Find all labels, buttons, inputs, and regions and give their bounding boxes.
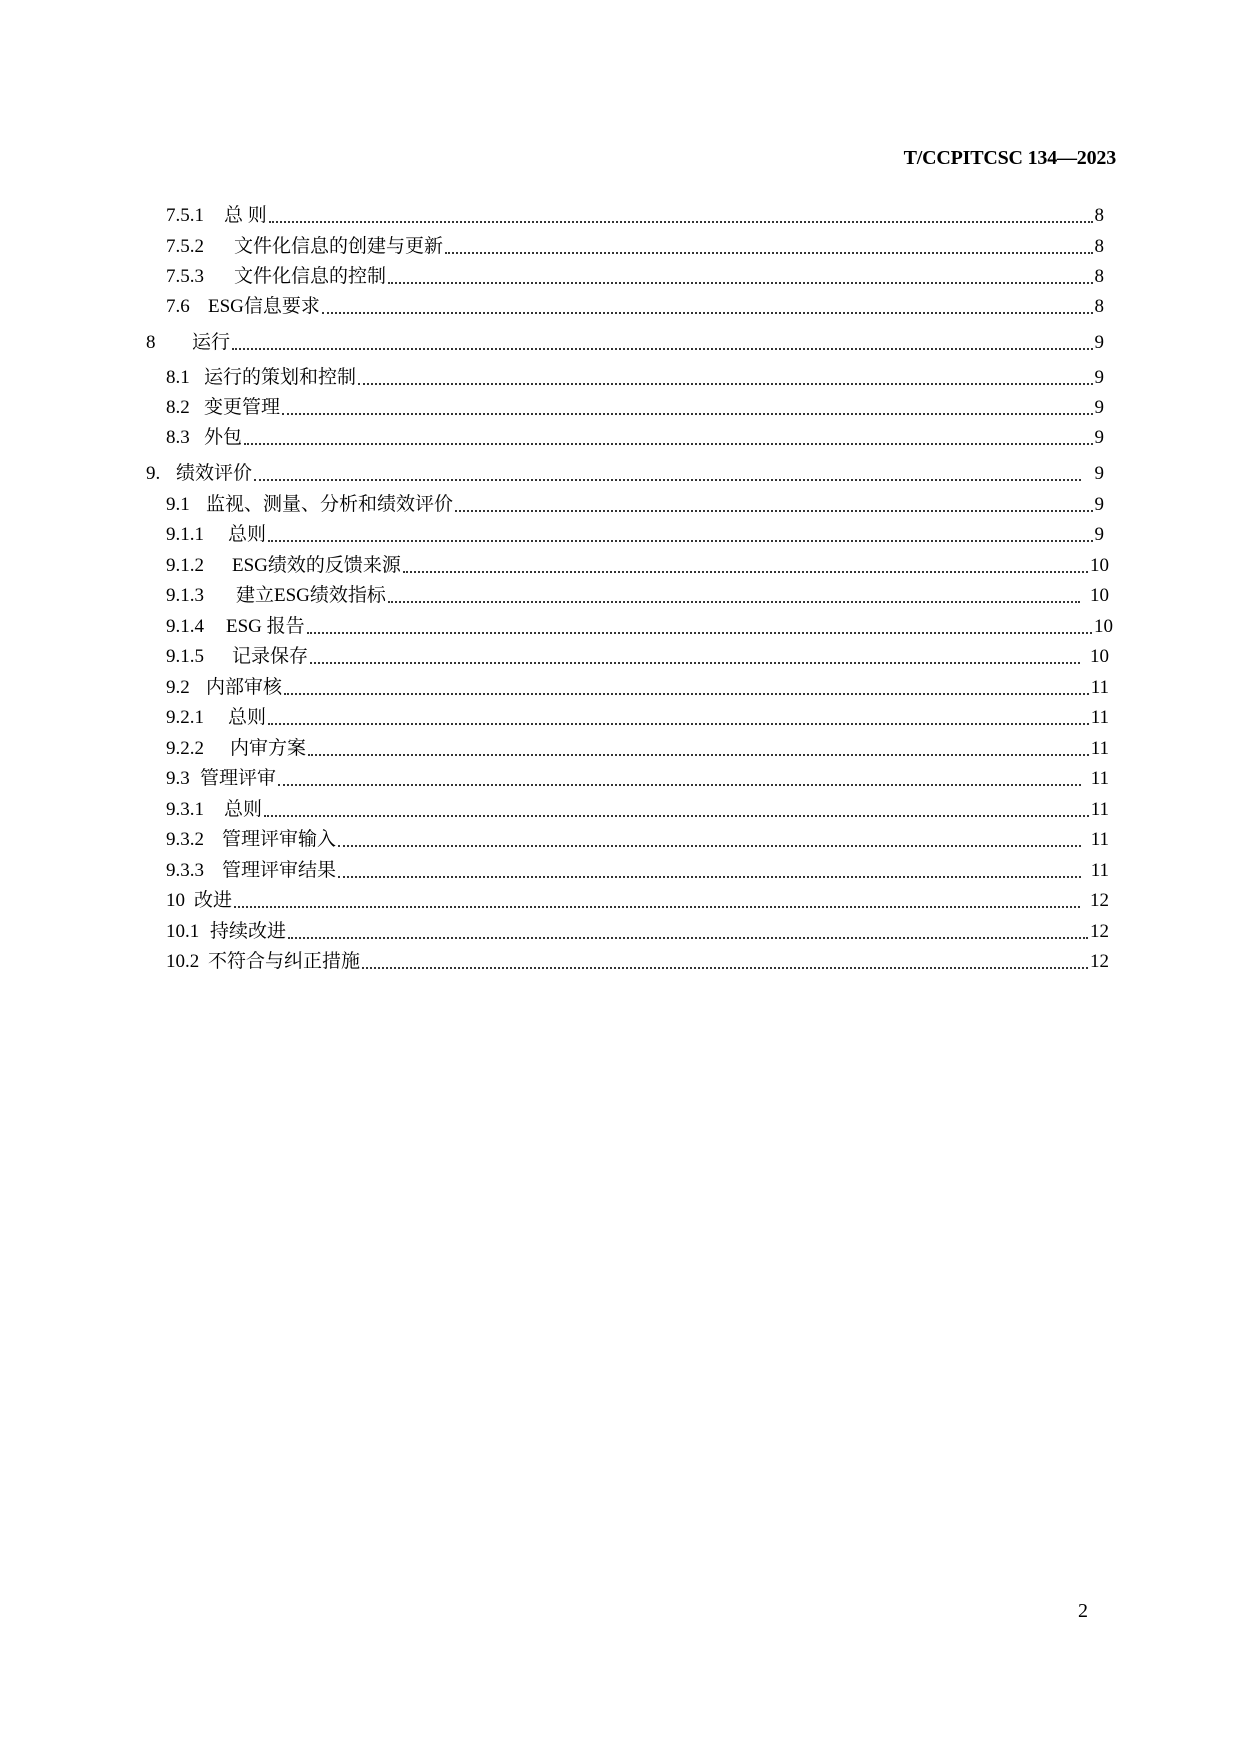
toc-entry-page: 9: [1094, 332, 1104, 353]
toc-entry-title: 总则: [224, 799, 263, 820]
toc-entry-number: 10.2: [166, 951, 200, 972]
toc-entry-number: 9.3.1: [166, 799, 204, 820]
toc-entry-title: 内审方案: [230, 738, 307, 759]
toc-entry-number: 9.2.2: [166, 738, 204, 759]
toc-entry-page: 9: [1094, 463, 1104, 484]
toc-entry[interactable]: [166, 676, 1109, 700]
toc-entry[interactable]: [166, 706, 1109, 730]
toc-entry-page: 10: [1090, 555, 1109, 576]
dot-leader: [307, 632, 1092, 634]
dot-leader: [269, 221, 1093, 223]
toc-entry[interactable]: [166, 767, 1109, 791]
page-number: 2: [1078, 1600, 1088, 1622]
toc-entry-page: 8: [1094, 236, 1104, 257]
toc-entry-title: 文件化信息的控制: [234, 266, 387, 287]
document-code: T/CCPITCSC 134—2023: [903, 147, 1116, 169]
toc-entry-page: 9: [1094, 427, 1104, 448]
toc-entry[interactable]: [166, 645, 1109, 669]
toc-entry[interactable]: [166, 366, 1104, 390]
toc-entry-page: 12: [1090, 890, 1109, 911]
dot-leader: [310, 662, 1080, 664]
toc-entry-title: 监视、测量、分析和绩效评价: [206, 494, 454, 515]
toc-entry-title: 总则: [228, 524, 267, 545]
toc-entry[interactable]: [166, 950, 1109, 974]
toc-entry[interactable]: [166, 204, 1104, 228]
toc-entry-page: 12: [1090, 921, 1109, 942]
toc-entry-title: ESG信息要求: [208, 296, 320, 317]
toc-entry-title: 总 则: [224, 205, 267, 226]
dot-leader: [445, 252, 1092, 254]
dot-leader: [234, 906, 1080, 908]
toc-entry-page: 9: [1094, 397, 1104, 418]
toc-entry[interactable]: [166, 584, 1109, 608]
toc-entry-page: 10: [1090, 646, 1109, 667]
toc-entry-number: 9.2.1: [166, 707, 204, 728]
toc-entry-number: 9.1.4: [166, 616, 204, 637]
toc-entry-title: 管理评审结果: [222, 860, 337, 881]
toc-entry-page: 11: [1090, 738, 1109, 759]
toc-entry-title: 变更管理: [204, 397, 281, 418]
dot-leader: [358, 383, 1092, 385]
toc-entry-page: 11: [1090, 768, 1109, 789]
toc-entry[interactable]: [146, 331, 1104, 355]
toc-entry-page: 8: [1094, 296, 1104, 317]
toc-entry-title: 持续改进: [210, 921, 287, 942]
toc-entry-number: 9.1: [166, 494, 190, 515]
toc-entry[interactable]: [166, 859, 1109, 883]
toc-entry-number: 7.5.2: [166, 236, 204, 257]
dot-leader: [284, 693, 1089, 695]
dot-leader: [288, 937, 1088, 939]
toc-entry[interactable]: [166, 523, 1104, 547]
toc-entry-title: 管理评审: [200, 768, 277, 789]
toc-entry-title: ESG绩效的反馈来源: [232, 555, 401, 576]
toc-entry-number: 9.3.3: [166, 860, 204, 881]
toc-entry[interactable]: [166, 396, 1104, 420]
toc-entry-page: 9: [1094, 367, 1104, 388]
toc-entry-number: 9.: [146, 463, 161, 484]
toc-entry-title: 文件化信息的创建与更新: [234, 236, 444, 257]
toc-entry-title: ESG 报告: [226, 616, 305, 637]
toc-entry-title: 管理评审输入: [222, 829, 337, 850]
toc-entry-page: 12: [1090, 951, 1109, 972]
dot-leader: [282, 413, 1092, 415]
dot-leader: [264, 815, 1089, 817]
toc-entry-number: 10: [166, 890, 185, 911]
toc-entry-title: 总则: [228, 707, 267, 728]
toc-entry-number: 9.1.2: [166, 555, 204, 576]
toc-entry-title: 绩效评价: [176, 463, 253, 484]
toc-entry[interactable]: [166, 554, 1109, 578]
toc-entry-title: 建立ESG绩效指标: [236, 585, 386, 606]
toc-entry-number: 8: [146, 332, 156, 353]
dot-leader: [388, 282, 1092, 284]
toc-entry-number: 8.2: [166, 397, 190, 418]
toc-entry-title: 运行: [192, 332, 231, 353]
dot-leader: [268, 723, 1089, 725]
dot-leader: [244, 443, 1092, 445]
toc-entry-number: 8.1: [166, 367, 190, 388]
dot-leader: [322, 312, 1093, 314]
toc-entry-page: 8: [1094, 266, 1104, 287]
toc-entry[interactable]: [166, 265, 1104, 289]
dot-leader: [254, 479, 1080, 481]
toc-entry[interactable]: [166, 235, 1104, 259]
dot-leader: [338, 845, 1081, 847]
dot-leader: [268, 540, 1092, 542]
toc-entry-page: 10: [1090, 585, 1109, 606]
toc-entry-number: 9.1.1: [166, 524, 204, 545]
toc-entry-title: 运行的策划和控制: [204, 367, 357, 388]
toc-entry-page: 9: [1094, 524, 1104, 545]
toc-entry-number: 9.3: [166, 768, 190, 789]
toc-entry-number: 9.1.5: [166, 646, 204, 667]
toc-entry[interactable]: [166, 798, 1109, 822]
dot-leader: [338, 876, 1081, 878]
toc-entry[interactable]: [146, 462, 1104, 486]
toc-entry-page: 9: [1094, 494, 1104, 515]
toc-entry-title: 改进: [194, 890, 233, 911]
toc-entry-number: 9.3.2: [166, 829, 204, 850]
toc-entry-page: 10: [1094, 616, 1113, 637]
toc-entry-number: 10.1: [166, 921, 200, 942]
dot-leader: [278, 784, 1081, 786]
toc-entry[interactable]: [166, 828, 1109, 852]
dot-leader: [388, 601, 1080, 603]
dot-leader: [232, 348, 1092, 350]
toc-entry-number: 7.5.1: [166, 205, 204, 226]
toc-entry-title: 不符合与纠正措施: [208, 951, 361, 972]
toc-entry[interactable]: [166, 615, 1113, 639]
toc-entry-page: 11: [1090, 860, 1109, 881]
toc-entry[interactable]: [166, 737, 1109, 761]
toc-entry-number: 9.1.3: [166, 585, 204, 606]
toc-entry-title: 内部审核: [206, 677, 283, 698]
dot-leader: [403, 571, 1088, 573]
toc-entry-page: 8: [1094, 205, 1104, 226]
toc-entry[interactable]: [166, 920, 1109, 944]
dot-leader: [362, 967, 1088, 969]
toc-entry-page: 11: [1090, 707, 1109, 728]
toc-entry-number: 7.5.3: [166, 266, 204, 287]
toc-entry[interactable]: [166, 889, 1109, 913]
toc-entry[interactable]: [166, 295, 1104, 319]
dot-leader: [308, 754, 1089, 756]
toc-entry-number: 7.6: [166, 296, 190, 317]
toc-entry-title: 记录保存: [232, 646, 309, 667]
dot-leader: [455, 510, 1092, 512]
toc-entry-number: 8.3: [166, 427, 190, 448]
toc-entry[interactable]: [166, 426, 1104, 450]
toc-entry-number: 9.2: [166, 677, 190, 698]
toc-entry-title: 外包: [204, 427, 243, 448]
toc-entry-page: 11: [1090, 677, 1109, 698]
toc-entry[interactable]: [166, 493, 1104, 517]
toc-entry-page: 11: [1090, 799, 1109, 820]
toc-entry-page: 11: [1090, 829, 1109, 850]
